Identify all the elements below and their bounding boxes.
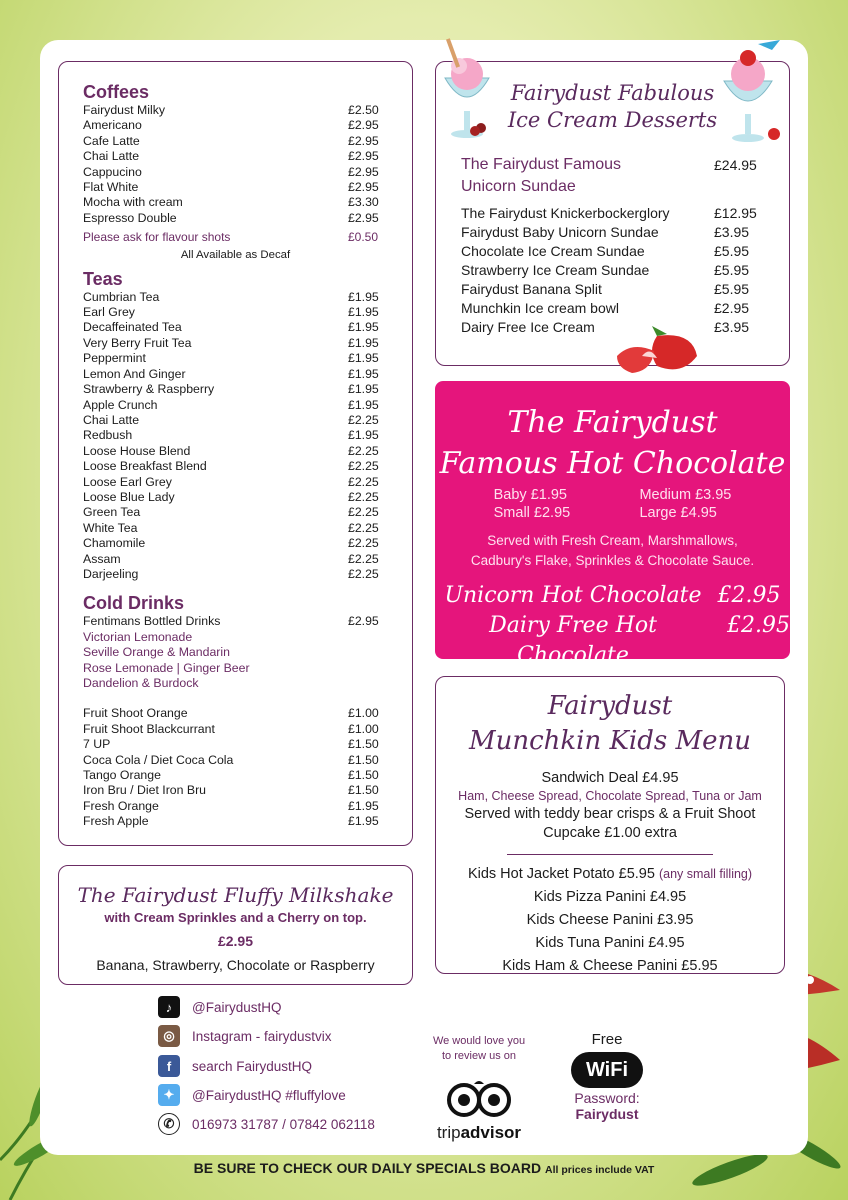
milkshake-title: The Fairydust Fluffy Milkshake (77, 883, 394, 907)
menu-item-row: Cumbrian Tea £1.95 (83, 289, 379, 304)
tiktok-icon: ♪ (158, 996, 180, 1018)
coffee-list (83, 103, 388, 226)
fentimans-row: Fentimans Bottled Drinks £2.95 (83, 614, 379, 629)
phone-row[interactable]: ✆ 016973 31787 / 07842 062118 (158, 1113, 375, 1135)
menu-item-row: Espresso Double £2.95 (83, 210, 379, 225)
cold-drinks-heading: Cold Drinks (83, 593, 185, 614)
menu-item-row: Tango Orange £1.50 (83, 768, 379, 783)
sundae-icon-right (718, 36, 788, 146)
ice-cream-title: Fairydust Fabulous Ice Cream Desserts (507, 81, 718, 132)
menu-item-row: Iron Bru / Diet Iron Bru £1.50 (83, 783, 379, 798)
ice-cream-item-row: The Fairydust Knickerbockerglory £12.95 (461, 205, 757, 221)
milkshake-panel (58, 865, 413, 985)
menu-item-row: Decaffeinated Tea £1.95 (83, 320, 379, 335)
instagram-icon: ◎ (158, 1025, 180, 1047)
milkshake-flavours: Banana, Strawberry, Chocolate or Raspberry (96, 957, 375, 973)
ice-cream-list (436, 204, 789, 337)
menu-item-row: Chai Latte £2.95 (83, 149, 379, 164)
kids-item: Kids Tuna Panini £4.95 (535, 935, 685, 951)
menu-item-row: Redbush £1.95 (83, 428, 379, 443)
sandwich-served: Served with teddy bear crisps & a Fruit Shoot (464, 806, 756, 822)
wifi-icon: WiFi (571, 1052, 643, 1088)
footer-banner: BE SURE TO CHECK OUR DAILY SPECIALS BOARD All prices include VAT (193, 1160, 655, 1176)
twitter-icon: ✦ (158, 1084, 180, 1106)
menu-item-row: Fresh Apple £1.95 (83, 814, 379, 829)
menu-item-row: Darjeeling £2.25 (83, 566, 379, 581)
menu-item-row: Americano £2.95 (83, 118, 379, 133)
ice-cream-item-row: Fairydust Banana Split £5.95 (461, 281, 750, 297)
fentimans-flavour: Rose Lemonade | Ginger Beer (83, 660, 250, 675)
coffees-heading: Coffees (83, 82, 150, 102)
strawberries-icon (612, 326, 704, 376)
menu-item-row: Loose Blue Lady £2.25 (83, 489, 379, 504)
jacket-potato-row: Kids Hot Jacket Potato £5.95 (any small filling) (467, 866, 753, 882)
phone-icon: ✆ (158, 1113, 180, 1135)
menu-item-row: Cappucino £2.95 (83, 164, 379, 179)
unicorn-hot-chocolate-row: Unicorn Hot Chocolate £2.95 (444, 583, 781, 608)
fentimans-flavour: Dandelion & Burdock (83, 676, 199, 690)
hot-chocolate-panel (435, 381, 790, 668)
menu-item-row: Loose Breakfast Blend £2.25 (83, 459, 379, 474)
drinks-panel (58, 61, 413, 846)
kids-list (436, 886, 784, 978)
menu-item-row: Cafe Latte £2.95 (83, 133, 379, 148)
tripadvisor-review[interactable]: We would love you to review us on tripadvisor (432, 1035, 526, 1142)
kids-item: Kids Cheese Panini £3.95 (526, 912, 694, 928)
fentimans-flavours (83, 630, 388, 692)
menu-item-row: Peppermint £1.95 (83, 351, 379, 366)
instagram-row[interactable]: ◎ Instagram - fairydustvix (158, 1025, 332, 1047)
menu-item-row: Apple Crunch £1.95 (83, 397, 379, 412)
sandwich-fillings: Ham, Cheese Spread, Chocolate Spread, Tuna or Jam (458, 789, 762, 803)
menu-item-row: Chamomile £2.25 (83, 536, 379, 551)
cupcake-extra: Cupcake £1.00 extra (543, 825, 677, 841)
ice-cream-item-row: Munchkin Ice cream bowl £2.95 (461, 300, 750, 316)
ice-cream-item-row: Fairydust Baby Unicorn Sundae £3.95 (461, 224, 750, 240)
hot-chocolate-title: The Fairydust Famous Hot Chocolate (439, 405, 786, 481)
menu-item-row: Fresh Orange £1.95 (83, 798, 379, 813)
tea-list (83, 290, 388, 583)
facebook-row[interactable]: f search FairydustHQ (158, 1055, 312, 1077)
menu-item-row: Loose Earl Grey £2.25 (83, 474, 379, 489)
kids-menu-title: Fairydust Munchkin Kids Menu (469, 691, 751, 756)
fentimans-flavour: Seville Orange & Mandarin (83, 645, 230, 660)
kids-item: Kids Pizza Panini £4.95 (533, 889, 687, 905)
hot-chocolate-note: Served with Fresh Cream, Marshmallows, Cadbury's Flake, Sprinkles & Chocolate Sauce. (470, 533, 755, 568)
menu-item-row: Lemon And Ginger £1.95 (83, 366, 379, 381)
sandwich-deal: Sandwich Deal £4.95 (541, 770, 679, 786)
decaf-note: All Available as Decaf (180, 248, 291, 261)
fentimans-flavour: Victorian Lemonade (83, 629, 193, 644)
kids-menu-panel (435, 676, 785, 974)
menu-item-row: Very Berry Fruit Tea £1.95 (83, 335, 379, 350)
kids-item: Kids Ham & Cheese Panini £5.95 (502, 958, 718, 974)
menu-item-row: Strawberry & Raspberry £1.95 (83, 382, 379, 397)
flavour-shots-row: Please ask for flavour shots £0.50 (83, 230, 379, 245)
twitter-row[interactable]: ✦ @FairydustHQ #fluffylove (158, 1084, 346, 1106)
facebook-icon: f (158, 1055, 180, 1077)
wifi-info: Free WiFi Password: Fairydust (562, 1031, 652, 1122)
menu-item-row: Coca Cola / Diet Coca Cola £1.50 (83, 752, 379, 767)
milkshake-price: £2.95 (217, 933, 254, 949)
menu-item-row: White Tea £2.25 (83, 520, 379, 535)
cold-drinks-list (83, 706, 388, 829)
featured-sundae-row: The Fairydust Famous Unicorn Sundae £24.95 (461, 156, 757, 195)
menu-item-row: Chai Latte £2.25 (83, 412, 379, 427)
dairy-free-hot-chocolate-row: Dairy Free Hot Chocolate £2.95 (489, 613, 790, 668)
tripadvisor-owl-icon (444, 1078, 514, 1120)
tiktok-row[interactable]: ♪ @FairydustHQ (158, 996, 281, 1018)
menu-item-row: Fairydust Milky £2.50 (83, 103, 379, 117)
teas-heading: Teas (83, 268, 123, 289)
menu-item-row: Flat White £2.95 (83, 180, 379, 195)
ice-cream-item-row: Dairy Free Ice Cream £3.95 (461, 319, 750, 335)
ice-cream-item-row: Chocolate Ice Cream Sundae £5.95 (461, 243, 750, 259)
menu-item-row: Mocha with cream £3.30 (83, 195, 379, 210)
menu-item-row: Fruit Shoot Blackcurrant £1.00 (83, 721, 379, 736)
menu-item-row: Fruit Shoot Orange £1.00 (83, 706, 379, 721)
ice-cream-item-row: Strawberry Ice Cream Sundae £5.95 (461, 262, 750, 278)
milkshake-subtitle: with Cream Sprinkles and a Cherry on top. (104, 910, 367, 925)
hot-chocolate-sizes: Baby £1.95 Small £2.95 Medium £3.95 Large £4.95 (493, 487, 732, 521)
menu-item-row: Earl Grey £1.95 (83, 305, 379, 320)
menu-item-row: Green Tea £2.25 (83, 505, 379, 520)
sundae-icon-left (437, 36, 497, 141)
menu-item-row: Loose House Blend £2.25 (83, 443, 379, 458)
menu-item-row: 7 UP £1.50 (83, 737, 379, 752)
menu-item-row: Assam £2.25 (83, 551, 379, 566)
kids-divider (507, 854, 713, 855)
